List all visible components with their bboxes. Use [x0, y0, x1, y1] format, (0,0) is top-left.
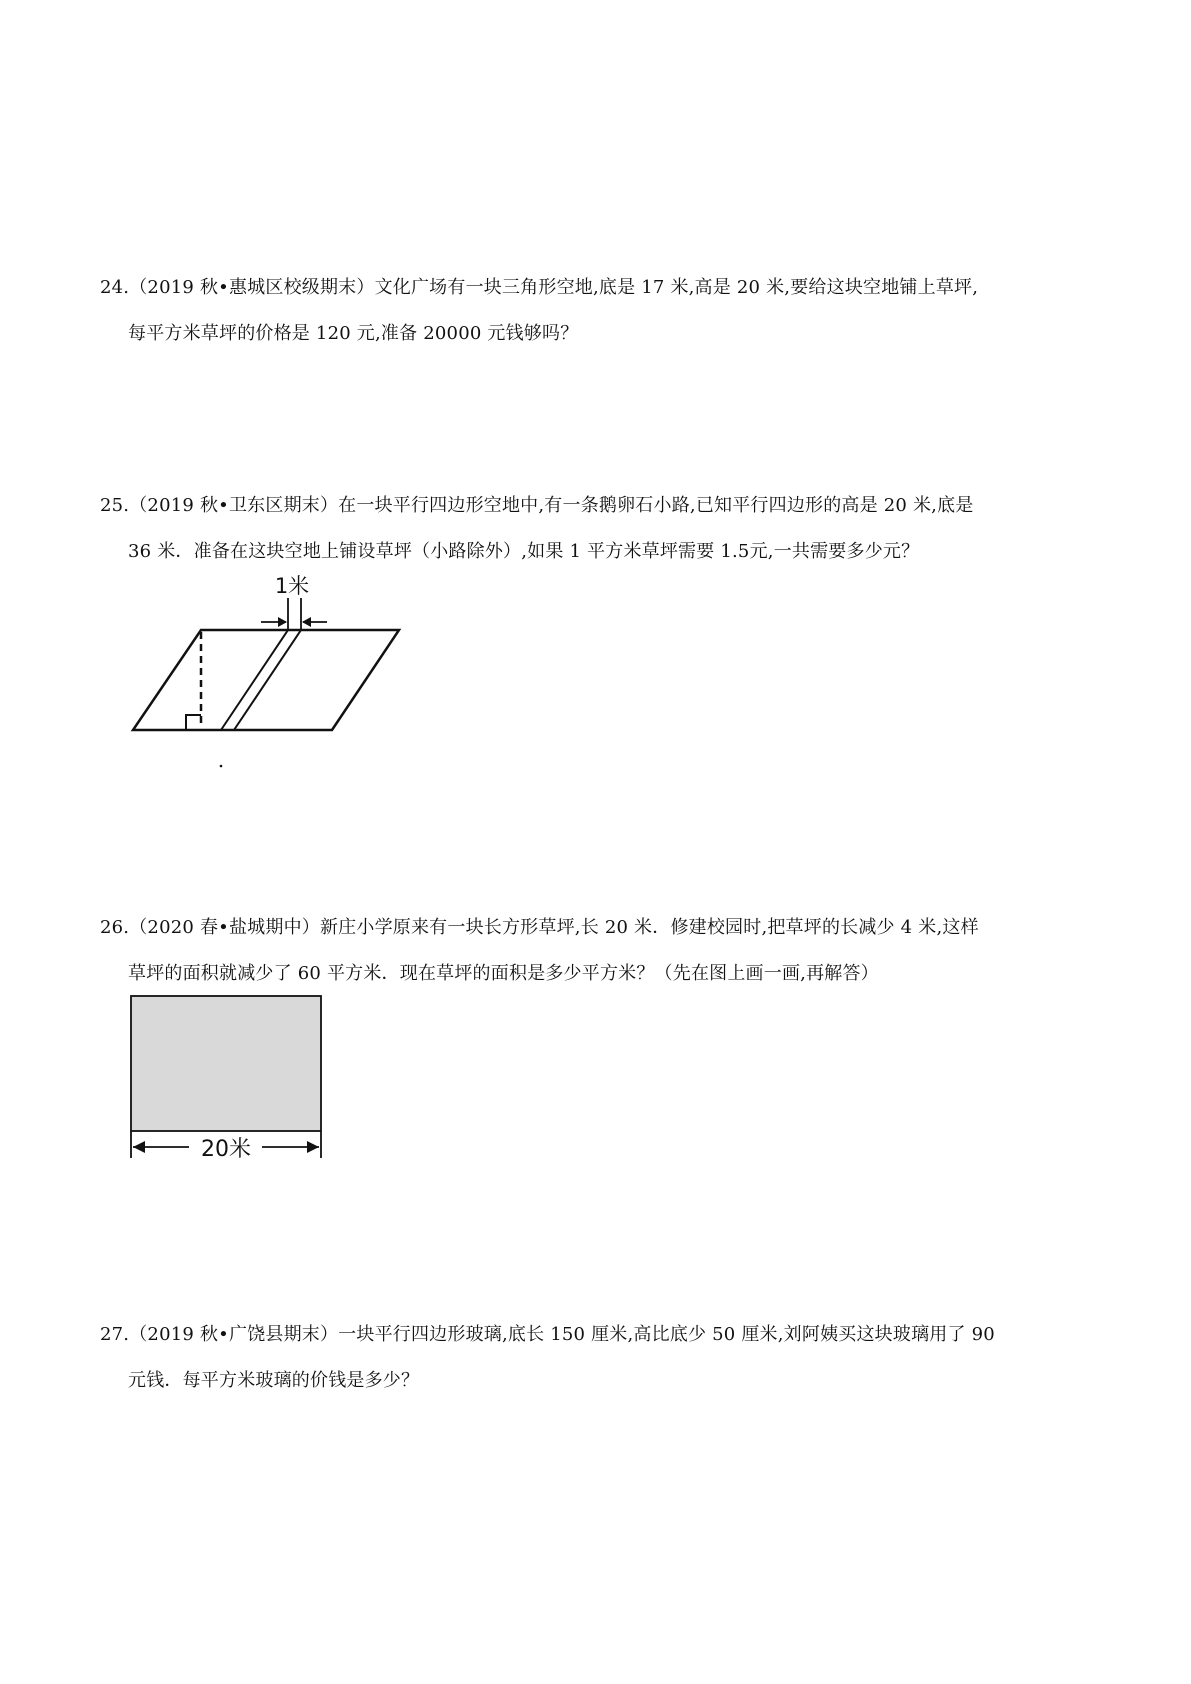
- q25-line2: 36 米．准备在这块空地上铺设草坪（小路除外）,如果 1 平方米草坪需要 1.5元,一共需要多少元？: [128, 541, 920, 562]
- q24-line1: 24.（2019 秋•惠城区校级期末）文化广场有一块三角形空地,底是 17 米,高是 20 米,要给这块空地铺上草坪,: [100, 277, 979, 298]
- q25-line1: 25.（2019 秋•卫东区期末）在一块平行四边形空地中,有一条鹅卵石小路,已知平行四边形的高是 20 米,底是: [100, 495, 974, 516]
- speck-mark: [220, 765, 223, 768]
- lawn-rectangle: [131, 996, 321, 1131]
- width-label: 1米: [274, 574, 310, 598]
- length-arrowhead-left: [133, 1141, 145, 1153]
- q27-line2: 元钱．每平方米玻璃的价钱是多少？: [128, 1370, 420, 1391]
- q24-line2: 每平方米草坪的价格是 120 元,准备 20000 元钱够吗？: [128, 323, 579, 344]
- length-label: 20米: [201, 1137, 251, 1162]
- width-arrowhead-left: [278, 617, 287, 627]
- path-left-edge: [221, 630, 288, 730]
- q26-line1: 26.（2020 春•盐城期中）新庄小学原来有一块长方形草坪,长 20 米．修建校园时,把草坪的长减少 4 米,这样: [100, 917, 979, 938]
- path-right-edge: [234, 630, 301, 730]
- right-angle-mark: [186, 715, 201, 730]
- width-arrowhead-right: [302, 617, 311, 627]
- parallelogram-outline: [133, 630, 399, 730]
- q26-line2: 草坪的面积就减少了 60 平方米．现在草坪的面积是多少平方米？（先在图上画一画,再解答）: [128, 963, 879, 984]
- q26-rectangle-figure: [125, 990, 335, 1190]
- length-arrowhead-right: [307, 1141, 319, 1153]
- q25-parallelogram-figure: [125, 570, 415, 780]
- q27-line1: 27.（2019 秋•广饶县期末）一块平行四边形玻璃,底长 150 厘米,高比底少 50 厘米,刘阿姨买这块玻璃用了 90: [100, 1324, 995, 1345]
